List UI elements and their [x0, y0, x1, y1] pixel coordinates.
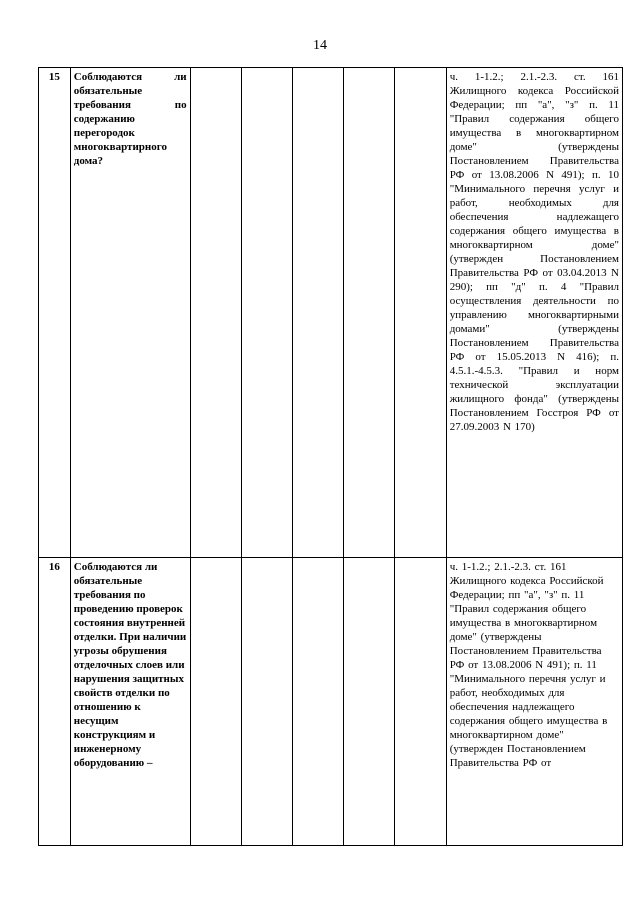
requirements-table [38, 67, 623, 846]
legal-reference-cell: ч. 1-1.2.; 2.1.-2.3. ст. 161 Жилищного кодекса Российской Федерации; пп "а", "з" п. 11 "Правил содержания общего имущества в многоквартирном доме" (утверждены Постановлением Правительства РФ от 13.08.2006 N 491); п. 11 "Минимального перечня услуг и работ, необходимых для обеспечения надлежащего содержания общего имущества в многоквартирном доме" (утвержден Постановлением Правительства РФ от [446, 558, 622, 846]
table-row [39, 68, 623, 558]
empty-cell [293, 68, 344, 558]
empty-cell [241, 558, 292, 846]
empty-cell [344, 68, 395, 558]
legal-reference-cell: ч. 1-1.2.; 2.1.-2.3. ст. 161 Жилищного кодекса Российской Федерации; пп "а", "з" п. 11 "Правил содержания общего имущества в многоквартирном доме" (утверждены Постановлением Правительства РФ от 13.08.2006 N 491); п. 10 "Минимального перечня услуг и работ, необходимых для обеспечения надлежащего содержания общего имущества в многоквартирном доме" (утвержден Постановлением Правительства РФ от 03.04.2013 N 290); пп "д" п. 4 "Правил осуществления деятельности по управлению многоквартирными домами" (утверждены Постановлением Правительства РФ от 15.05.2013 N 416); п. 4.5.1.-4.5.3. "Правил и норм технической эксплуатации жилищного фонда" (утверждены Постановлением Госстроя РФ от 27.09.2003 N 170) [446, 68, 622, 558]
empty-cell [395, 558, 446, 846]
page-number: 14 [313, 38, 327, 53]
question-cell: Соблюдаются ли обязательные требования по содержанию перегородок многоквартирного дома? [70, 68, 190, 558]
empty-cell [395, 68, 446, 558]
table-row [39, 558, 623, 846]
empty-cell [293, 558, 344, 846]
row-number: 16 [39, 558, 71, 846]
empty-cell [190, 558, 241, 846]
empty-cell [190, 68, 241, 558]
row-number: 15 [39, 68, 71, 558]
empty-cell [241, 68, 292, 558]
question-cell: Соблюдаются ли обязательные требования по проведению проверок состояния внутренней отделки. При наличии угрозы обрушения отделочных слоев или нарушения защитных свойств отделки по отношению к несущим конструкциям и инженерному оборудованию – [70, 558, 190, 846]
empty-cell [344, 558, 395, 846]
